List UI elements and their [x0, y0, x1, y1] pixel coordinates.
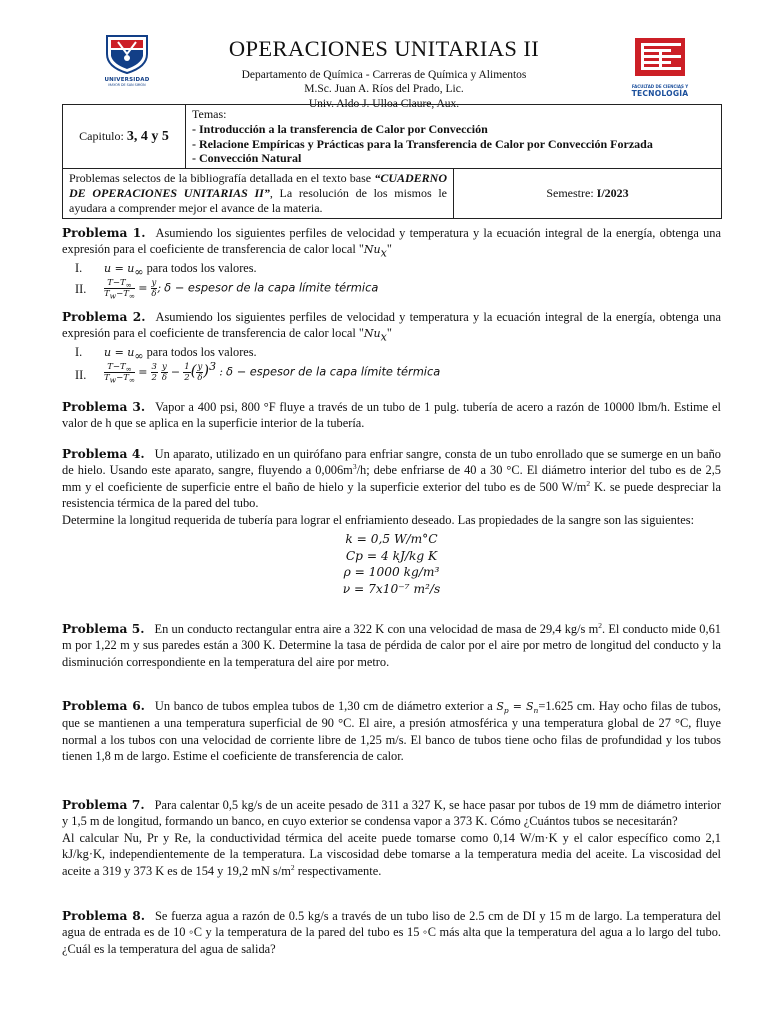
semester-value: I/2023 [596, 185, 629, 200]
problem-2-label: Problema 2. [62, 310, 146, 324]
assistant-line: Univ. Aldo J. Ulloa Claure, Aux. [308, 97, 460, 110]
problem-2-items [62, 344, 721, 388]
roman-numeral: II. [75, 281, 87, 296]
faculty-logo [629, 36, 691, 98]
intro-book-title: “CUADERNO DE OPERACIONES UNITARIAS II” [69, 171, 447, 200]
problem-1-items [62, 260, 721, 300]
faculty-main-text: TECNOLOGÍA [631, 89, 689, 98]
equation-note: δ − espesor de la capa límite térmica [164, 280, 379, 295]
problem-8-label: Problema 8. [62, 909, 145, 923]
property-line: ρ = 1000 kg/m³ [343, 565, 440, 580]
page-title: OPERACIONES UNITARIAS II [228, 36, 540, 61]
problem-7-text-b: Al calcular Nu, Pr y Re, la conductividad térmica del aceite puede tomarse como 0,14 W/m·K y el calor específico como 2,1 kJ/kg·K, independientemente de la temperatura. La viscosidad debe tomarse a la temperatura media del aceite. La viscosidad del aceite a 319 y 373 K es de 154 y 19,2 mN s/m [62, 830, 721, 878]
problem-3 [62, 399, 721, 432]
problem-2 [62, 309, 721, 388]
department-line: Departamento de Química - Carreras de Química y Alimentos [241, 68, 527, 81]
problem-1 [62, 225, 721, 300]
velocity-subscript: ∞ [134, 265, 144, 279]
problem-5-text-a: En un conducto rectangular entra aire a 322 K con una velocidad de masa de 29,4 kg/s m [154, 622, 599, 636]
topics-label: Temas: [192, 107, 227, 121]
problem-7-text-c: respectivamente. [294, 863, 382, 878]
problem-7-part-a [62, 797, 721, 830]
problem-4-label: Problema 4. [62, 447, 145, 461]
problem-1-statement [62, 225, 721, 259]
problem-1-text: Asumiendo los siguientes perfiles de velocidad y temperatura y la ecuación integral de la energía, obtenga una expresión para el coeficiente de transferencia de calor local " [62, 226, 721, 257]
velocity-equation: u = u [104, 345, 135, 359]
problem-4-statement: Problema 4. Un aparato, utilizado en un quirófano para enfriar sangre, consta de un tubo enrollado que se sumerge en un baño de hielo. Usando este aparato, sangre, fluyendo a $0,006m^3/h$; debe enfriarse de 40 a 30 °C. El diámetro interior del tubo es de 2,5 mm y el coeficiente de superficie entre el baño de hielo y la superficie exterior del tubo es de 500 $W/m^2$ K. se puede despreciar la resistencia térmica de la pared del tubo. [62, 447, 721, 511]
topics-cell [186, 105, 722, 169]
university-logo [98, 34, 156, 87]
problem-1-nu-sub: x [380, 246, 387, 260]
problem-2-nu: Nu [363, 327, 381, 341]
semester-cell [454, 169, 722, 218]
problem-5-label: Problema 5. [62, 622, 145, 636]
chapter-label: Capitulo: [79, 128, 124, 143]
problem-7-part-b: Al calcular Nu, Pr y Re, la conductividad térmica del aceite puede tomarse como 0,14 W/m·K y el calor específico como 2,1 kJ/kg·K, independientemente de la temperatura. La viscosidad debe tomarse a la temperatura media del aceite. La viscosidad del aceite a 319 y 373 K es de 154 y 19,2 mN $s/m^2$ respectivamente. [62, 830, 721, 878]
topic-item: - Introducción a la transferencia de Calor por Convección [192, 121, 488, 136]
problem-7 [62, 797, 721, 879]
item-text: para todos los valores. [143, 344, 257, 359]
chapter-cell [63, 105, 186, 169]
problem-2-statement [62, 309, 721, 343]
problem-2-item-2 [62, 362, 721, 388]
roman-numeral: I. [75, 344, 83, 359]
problem-1-item-1 [62, 260, 721, 278]
property-line: k = 0,5 W/m°C [345, 532, 438, 547]
problem-4-text-c: K. se puede despreciar la resistencia térmica de la pared del tubo. [62, 479, 721, 511]
header-title-block [170, 38, 598, 111]
equation-note: δ − espesor de la capa límite térmica [226, 364, 441, 379]
intro-cell [63, 169, 454, 218]
topic-item: - Relacione Empíricas y Prácticas para la Transferencia de Calor por Convección Forzada [192, 136, 653, 151]
semester-label: Semestre: [546, 185, 597, 200]
velocity-equation: u = u [104, 261, 135, 275]
topic-item: - Convección Natural [192, 151, 302, 166]
problem-7-label: Problema 7. [62, 798, 145, 812]
roman-numeral: I. [75, 260, 83, 275]
faculty-top-text: FACULTAD DE CIENCIAS Y [631, 84, 689, 89]
problem-8 [62, 908, 721, 957]
shield-icon [98, 34, 156, 74]
intro-text-pre: Problemas selectos de la bibliografía detallada en el texto base [69, 171, 375, 186]
problem-3-label: Problema 3. [62, 400, 146, 414]
problem-2-nu-sub: x [380, 330, 387, 344]
velocity-subscript: ∞ [134, 349, 144, 363]
problem-6: Problema 6. Un banco de tubos emplea tubos de 1,30 cm de diámetro exterior a $S_p = S_n=1.625$ cm. Hay ocho filas de tubos, que se mantienen a una temperatura superficial de 90 °C. El aire, a presión atmosférica y una temperatura global de 27 °C, fluye normal a los tubos con una velocidad de corriente libre de 1,25 m/s. El banco de tubos tiene ocho filas de profundidad y los tubos tienen 1,8 m de largo. Estime el coeficiente de transferencia de calor. [62, 699, 721, 764]
problem-4-question: Determine la longitud requerida de tubería para lograr el enfriamiento deseado. Las propiedades de la sangre son las siguientes: [62, 512, 695, 527]
problem-5: Problema 5. En un conducto rectangular entra aire a 322 K con una velocidad de masa de 29,4 kg/s $m^2$. El conducto mide 0,61 m por 1,22 m y sus paredes están a 300 K. Determine la tasa de pérdida de calor por el aire por metro de longitud del conducto y la disminución correspondiente en la temperatura del aire por metro. [62, 620, 721, 669]
blood-properties [62, 531, 721, 597]
problem-1-item-2 [62, 278, 721, 300]
intro-text-post: , La resolución de los mismos le ayudara a comprender mejor el avance de la materia. [69, 185, 447, 215]
problem-6-text-b: =1.625 cm. Hay ocho filas de tubos, que se mantienen a una temperatura superficial de 90 °C. El aire, a presión atmosférica y una temperatura global de 27 °C, fluye normal a los tubos con una velocidad de corriente libre de 1,25 m/s. El banco de tubos tiene ocho filas de profundidad y los tubos tienen 1,8 m de largo. Estime el coeficiente de transferencia de calor. [62, 699, 721, 764]
problem-1-nu: Nu [363, 243, 381, 257]
university-name: UNIVERSIDAD [104, 77, 150, 83]
professor-line: M.Sc. Juan A. Ríos del Prado, Lic. [304, 83, 464, 95]
problem-8-text: Se fuerza agua a razón de 0.5 kg/s a través de un tubo liso de 2.5 cm de DI y 15 m de largo. La temperatura del agua de entrada es de 10 ◦C y la temperatura de la pared del tubo es 15 ◦C más alta que la temperatura del agua a lo largo del tubo. ¿Cuál es la temperatura del agua de salida? [62, 909, 721, 956]
property-line: Cp = 4 kJ/kg K [345, 548, 438, 563]
property-line: ν = 7x10⁻⁷ m²/s [342, 581, 441, 596]
topics-list [192, 122, 715, 166]
problem-1-label: Problema 1. [62, 226, 146, 240]
problem-7-text-a: Para calentar 0,5 kg/s de un aceite pesado de 311 a 327 K, se hace pasar por tubos de 19 mm de diámetro interior y 1,5 m de longitud, formando un banco, en cuyo exterior se condensa vapor a 373 K. Cómo ¿Cuántos tubos se necesitarán? [62, 798, 721, 829]
problem-2-close: " [386, 326, 392, 341]
chapter-value: 3, 4 y 5 [126, 128, 169, 144]
topics-row [63, 105, 722, 169]
problem-5-text-b: . El conducto mide 0,61 m por 1,22 m y sus paredes están a 300 K. Determine la tasa de pérdida de calor por el aire por metro de longitud del conducto y la disminución correspondiente en la temperatura del aire por metro. [62, 622, 721, 669]
problem-3-text: Vapor a 400 psi, 800 °F fluye a través de un tubo de 1 pulg. tubería de acero a razón de 10000 lbm/h. Estime el valor de h que se aplica en la superficie interior de la tubería. [62, 400, 721, 431]
faculty-emblem-icon [629, 36, 691, 78]
problem-4-text-b: /h; debe enfriarse de 40 a 30 °C. El diámetro interior del tubo es de 2,5 mm y el coeficiente de superficie entre el baño de hielo y la superficie exterior del tubo es de 500 W/m [62, 463, 721, 494]
problem-6-text-a: Un banco de tubos emplea tubos de 1,30 cm de diámetro exterior a [154, 699, 497, 713]
problem-2-text: Asumiendo los siguientes perfiles de velocidad y temperatura y la ecuación integral de la energía, obtenga una expresión para el coeficiente de transferencia de calor local " [62, 310, 721, 341]
problem-2-item-1 [62, 344, 721, 362]
roman-numeral: II. [75, 367, 87, 382]
university-subtitle: MAYOR DE SAN SIMÓN [108, 83, 146, 87]
problem-6-label: Problema 6. [62, 699, 145, 713]
problem-4 [62, 446, 721, 599]
intro-row [63, 169, 722, 218]
temperature-profile-equation: $\frac{T-T_\infty}{T_w-T_\infty}$ = $\frac{y}{\delta}$ ; δ − espesor de la capa límite térmica [104, 277, 379, 301]
problem-4-text-a: Un aparato, utilizado en un quirófano para enfriar sangre, consta de un tubo enrollado que se sumerge en un baño de hielo. Usando este aparato, sangre, fluyendo a 0,006m [62, 447, 721, 478]
item-text: para todos los valores. [143, 260, 257, 275]
course-info-table [62, 104, 722, 219]
problem-1-close: " [386, 242, 392, 257]
temperature-profile-equation: $\frac{T-T_\infty}{T_w-T_\infty}$ = $\frac{3}{2}$ $\frac{y}{\delta}$ − $\frac{1}{2}$ ( $\frac{y}{\delta}$ )$^3$ : δ − espesor de la capa límite térmica [104, 360, 441, 385]
